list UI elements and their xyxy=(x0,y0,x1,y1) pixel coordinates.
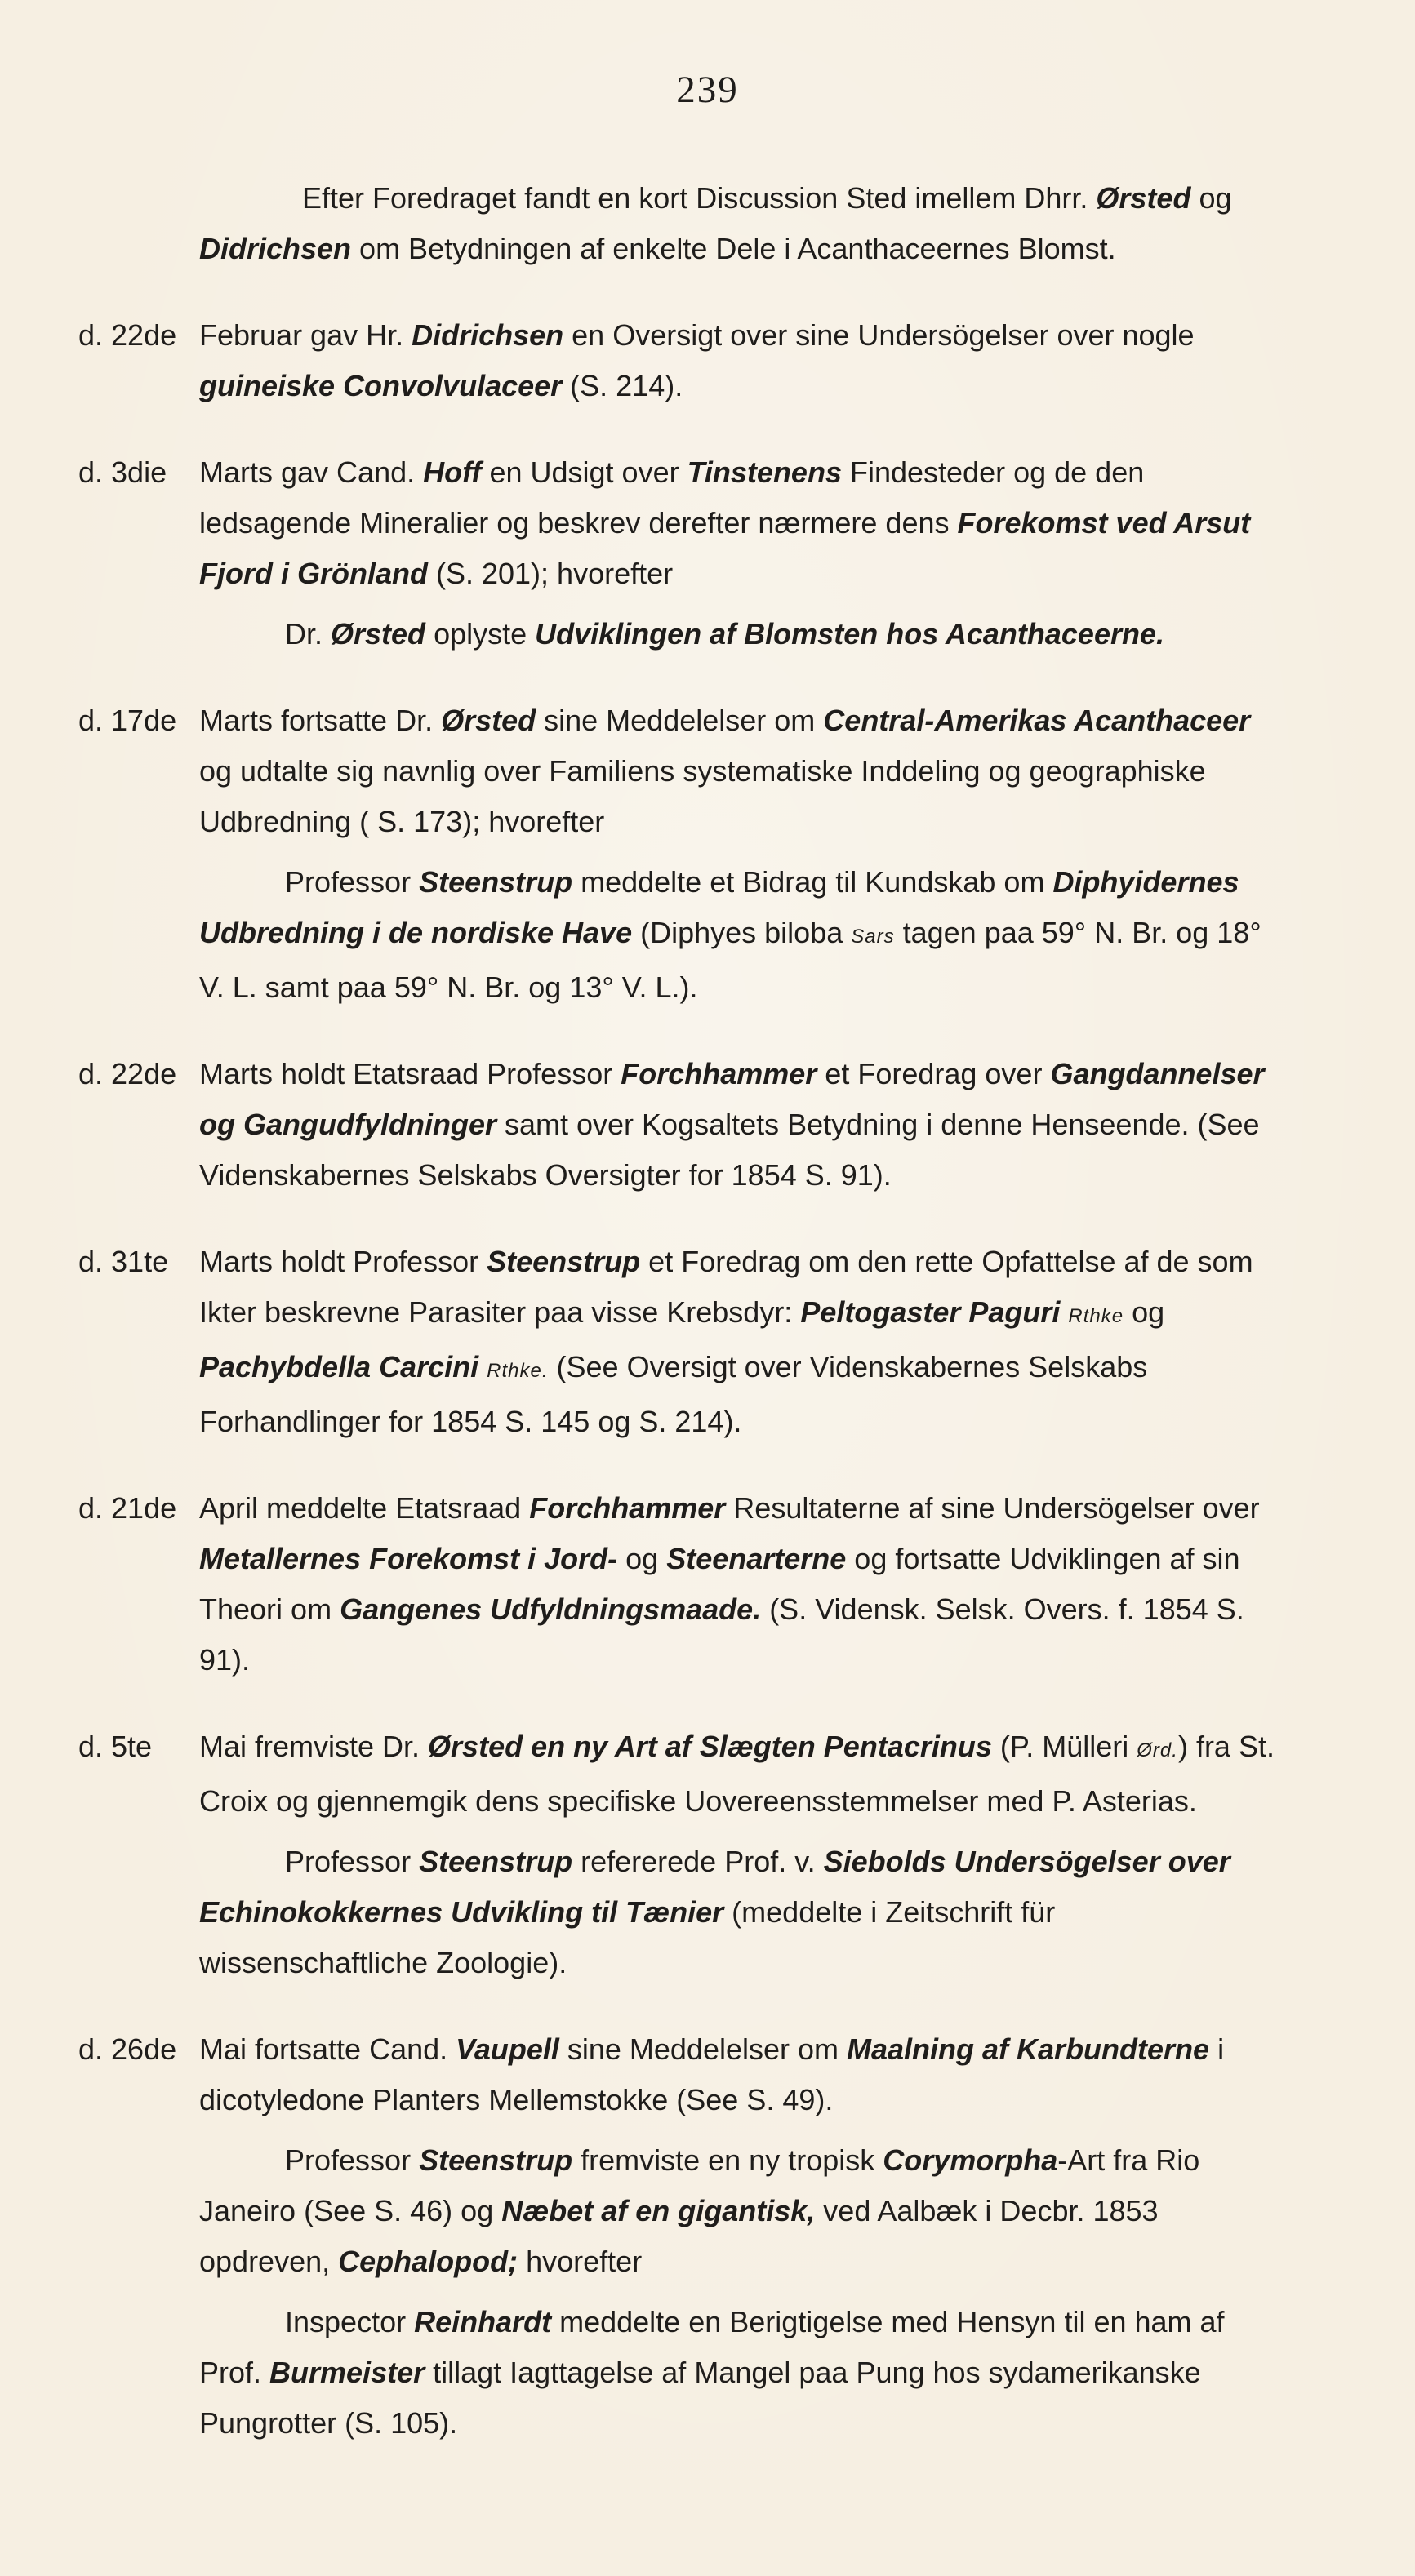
text-run: Februar gav Hr. xyxy=(199,318,412,352)
entry-sub-paragraph xyxy=(78,2135,1287,2287)
text-run: Mai fortsatte Cand. xyxy=(199,2032,456,2066)
text-run: (S. 214). xyxy=(562,369,683,402)
text-run: hvorefter xyxy=(518,2245,643,2278)
italic-name: Ørsted xyxy=(331,617,426,651)
italic-name: Forekomst ved Arsut Fjord i Grönland xyxy=(199,506,1251,590)
text-run: Dr. xyxy=(285,617,332,651)
text-run: Marts holdt Professor xyxy=(199,1245,487,1278)
author-abbreviation: Rthke. xyxy=(487,1360,549,1382)
italic-name: Diphyidernes Udbredning i de nordiske Have xyxy=(199,865,1239,949)
text-run: oplyste xyxy=(425,617,536,651)
italic-name: Vaupell xyxy=(456,2032,559,2066)
entry-date: d. 5te xyxy=(78,1730,153,1763)
italic-name: Ørsted en ny Art af Slægten Pentacrinus xyxy=(428,1730,992,1763)
author-abbreviation: Ørd. xyxy=(1137,1739,1178,1761)
italic-name: Central-Amerikas Acanthaceer xyxy=(823,704,1251,737)
author-abbreviation: Sars xyxy=(851,926,895,948)
proceedings-entry xyxy=(78,2024,1287,2449)
text-run: Inspector xyxy=(285,2305,415,2338)
italic-name: Cephalopod; xyxy=(338,2245,518,2278)
italic-name: Steenstrup xyxy=(419,865,573,899)
italic-name: Didrichsen xyxy=(412,318,564,352)
italic-name: Ørsted xyxy=(1096,181,1191,215)
proceedings-entry xyxy=(78,173,1287,274)
italic-name: Peltogaster Paguri xyxy=(800,1295,1061,1329)
text-run: et Foredrag over xyxy=(817,1057,1051,1090)
text-run: tillagt Iagttagelse af Mangel paa Pung hos sydamerikanske Pungrotter (S. 105). xyxy=(199,2356,1201,2440)
proceedings-entry xyxy=(78,447,1287,660)
italic-name: Siebolds Undersögelser over Echinokokkernes Udvikling til Tænier xyxy=(199,1845,1230,1929)
text-run: meddelte et Bidrag til Kundskab om xyxy=(572,865,1053,899)
text-run: Professor xyxy=(285,1845,420,1878)
proceedings-entry xyxy=(78,1483,1287,1686)
text-run: en Oversigt over sine Undersögelser over nogle xyxy=(563,318,1195,352)
text-run: (meddelte i Zeitschrift für wissenschaftliche Zoologie). xyxy=(199,1895,1056,1979)
text-run: Professor xyxy=(285,2143,420,2177)
text-run: Efter Foredraget fandt en kort Discussion Sted imellem Dhrr. xyxy=(302,181,1097,215)
text-run: refererede Prof. v. xyxy=(572,1845,824,1878)
italic-name: Udviklingen af Blomsten hos Acanthaceerne. xyxy=(535,617,1164,651)
text-run: Marts fortsatte Dr. xyxy=(199,704,442,737)
entry-paragraph xyxy=(78,1237,1287,1447)
italic-name: Ørsted xyxy=(441,704,536,737)
entry-date: d. 17de xyxy=(78,704,177,737)
italic-name: Steenstrup xyxy=(419,1845,573,1878)
italic-name: Corymorpha xyxy=(883,2143,1058,2177)
entry-paragraph xyxy=(78,1483,1287,1686)
text-run: tagen paa 59° N. Br. og 18° V. L. samt paa 59° N. Br. og 13° V. L.). xyxy=(199,916,1261,1004)
entry-paragraph xyxy=(78,1721,1287,1827)
text-run: (S. 201); hvorefter xyxy=(427,557,674,590)
proceedings-entry xyxy=(78,695,1287,1013)
italic-name: Tinstenens xyxy=(687,455,842,489)
entry-paragraph xyxy=(78,310,1287,411)
entry-paragraph xyxy=(78,695,1287,847)
italic-name: Metallernes Forekomst i Jord- xyxy=(199,1542,618,1575)
italic-name: Hoff xyxy=(423,455,482,489)
text-run: i dicotyledone Planters Mellemstokke (See S. 49). xyxy=(199,2032,1225,2116)
text-run: sine Meddelelser om xyxy=(536,704,824,737)
italic-name: Gangdannelser og Gangudfyldninger xyxy=(199,1057,1265,1141)
entry-date: d. 21de xyxy=(78,1491,177,1525)
text-run: ved Aalbæk i Decbr. 1853 opdreven, xyxy=(199,2194,1159,2278)
proceedings-entry xyxy=(78,1049,1287,1201)
entry-paragraph xyxy=(78,173,1287,274)
text-run: samt over Kogsaltets Betydning i denne Henseende. (See Videnskabernes Selskabs Oversigter for 1854 S. 91). xyxy=(199,1108,1260,1192)
entry-date: d. 3die xyxy=(78,455,167,489)
text-run: Professor xyxy=(285,865,420,899)
italic-name: Steenstrup xyxy=(419,2143,573,2177)
proceedings-entry xyxy=(78,1237,1287,1447)
entry-paragraph xyxy=(78,2024,1287,2125)
text-run: Mai fremviste Dr. xyxy=(199,1730,429,1763)
entry-sub-paragraph xyxy=(78,857,1287,1013)
text-run: en Udsigt over xyxy=(481,455,687,489)
text-run: og xyxy=(617,1542,667,1575)
text-run xyxy=(1060,1295,1068,1329)
text-run: og fortsatte Udviklingen af sin Theori om xyxy=(199,1542,1240,1626)
proceedings-list xyxy=(78,173,1287,2449)
text-run: Findesteder og de den ledsagende Mineralier og beskrev derefter nærmere dens xyxy=(199,455,1145,540)
text-run: (P. Mülleri xyxy=(991,1730,1137,1763)
text-run xyxy=(478,1350,487,1383)
italic-name: Reinhardt xyxy=(414,2305,552,2338)
text-run: Resultaterne af sine Undersögelser over xyxy=(725,1491,1260,1525)
entry-paragraph xyxy=(78,447,1287,599)
text-run: og xyxy=(1190,181,1232,215)
entry-date: d. 22de xyxy=(78,1057,177,1090)
italic-name: Gangenes Udfyldningsmaade. xyxy=(340,1592,762,1626)
italic-name: Forchhammer xyxy=(621,1057,817,1090)
text-run: April meddelte Etatsraad xyxy=(199,1491,530,1525)
text-run: (Diphyes biloba xyxy=(632,916,852,949)
text-run: ) fra St. Croix og gjennemgik dens specifiske Uovereensstemmelser med P. Asterias. xyxy=(199,1730,1275,1818)
text-run: et Foredrag om den rette Opfattelse af de som Ikter beskrevne Parasiter paa visse Krebsdyr: xyxy=(199,1245,1253,1329)
proceedings-entry xyxy=(78,310,1287,411)
italic-name: guineiske Convolvulaceer xyxy=(199,369,563,402)
text-run: (See Oversigt over Videnskabernes Selskabs Forhandlinger for 1854 S. 145 og S. 214). xyxy=(199,1350,1148,1438)
italic-name: Pachybdella Carcini xyxy=(199,1350,479,1383)
proceedings-entry xyxy=(78,1721,1287,1988)
entry-date: d. 22de xyxy=(78,318,177,352)
text-run: Marts gav Cand. xyxy=(199,455,424,489)
entry-sub-paragraph xyxy=(78,609,1287,660)
text-run: og xyxy=(1124,1295,1165,1329)
italic-name: Næbet af en gigantisk, xyxy=(501,2194,816,2227)
entry-date: d. 31te xyxy=(78,1245,169,1278)
italic-name: Steenarterne xyxy=(666,1542,847,1575)
text-run: -Art fra Rio Janeiro (See S. 46) og xyxy=(199,2143,1200,2227)
text-run: om Betydningen af enkelte Dele i Acanthaceernes Blomst. xyxy=(351,232,1116,265)
italic-name: Didrichsen xyxy=(199,232,352,265)
entry-paragraph xyxy=(78,1049,1287,1201)
author-abbreviation: Rthke xyxy=(1068,1305,1124,1327)
italic-name: Forchhammer xyxy=(529,1491,726,1525)
entry-sub-paragraph xyxy=(78,2297,1287,2449)
entry-date: d. 26de xyxy=(78,2032,177,2066)
entry-sub-paragraph xyxy=(78,1837,1287,1988)
italic-name: Maalning af Karbundterne xyxy=(847,2032,1210,2066)
italic-name: Burmeister xyxy=(269,2356,425,2389)
text-run: meddelte en Berigtigelse med Hensyn til en ham af Prof. xyxy=(199,2305,1225,2389)
italic-name: Steenstrup xyxy=(487,1245,641,1278)
text-run: og udtalte sig navnlig over Familiens systematiske Inddeling og geographiske Udbredning ( S. 173); hvorefter xyxy=(199,754,1206,838)
text-run: sine Meddelelser om xyxy=(558,2032,848,2066)
text-run: Marts holdt Etatsraad Professor xyxy=(199,1057,621,1090)
text-run: (S. Vidensk. Selsk. Overs. f. 1854 S. 91). xyxy=(199,1592,1244,1677)
page-number: 239 xyxy=(676,69,739,111)
text-run: fremviste en ny tropisk xyxy=(572,2143,883,2177)
